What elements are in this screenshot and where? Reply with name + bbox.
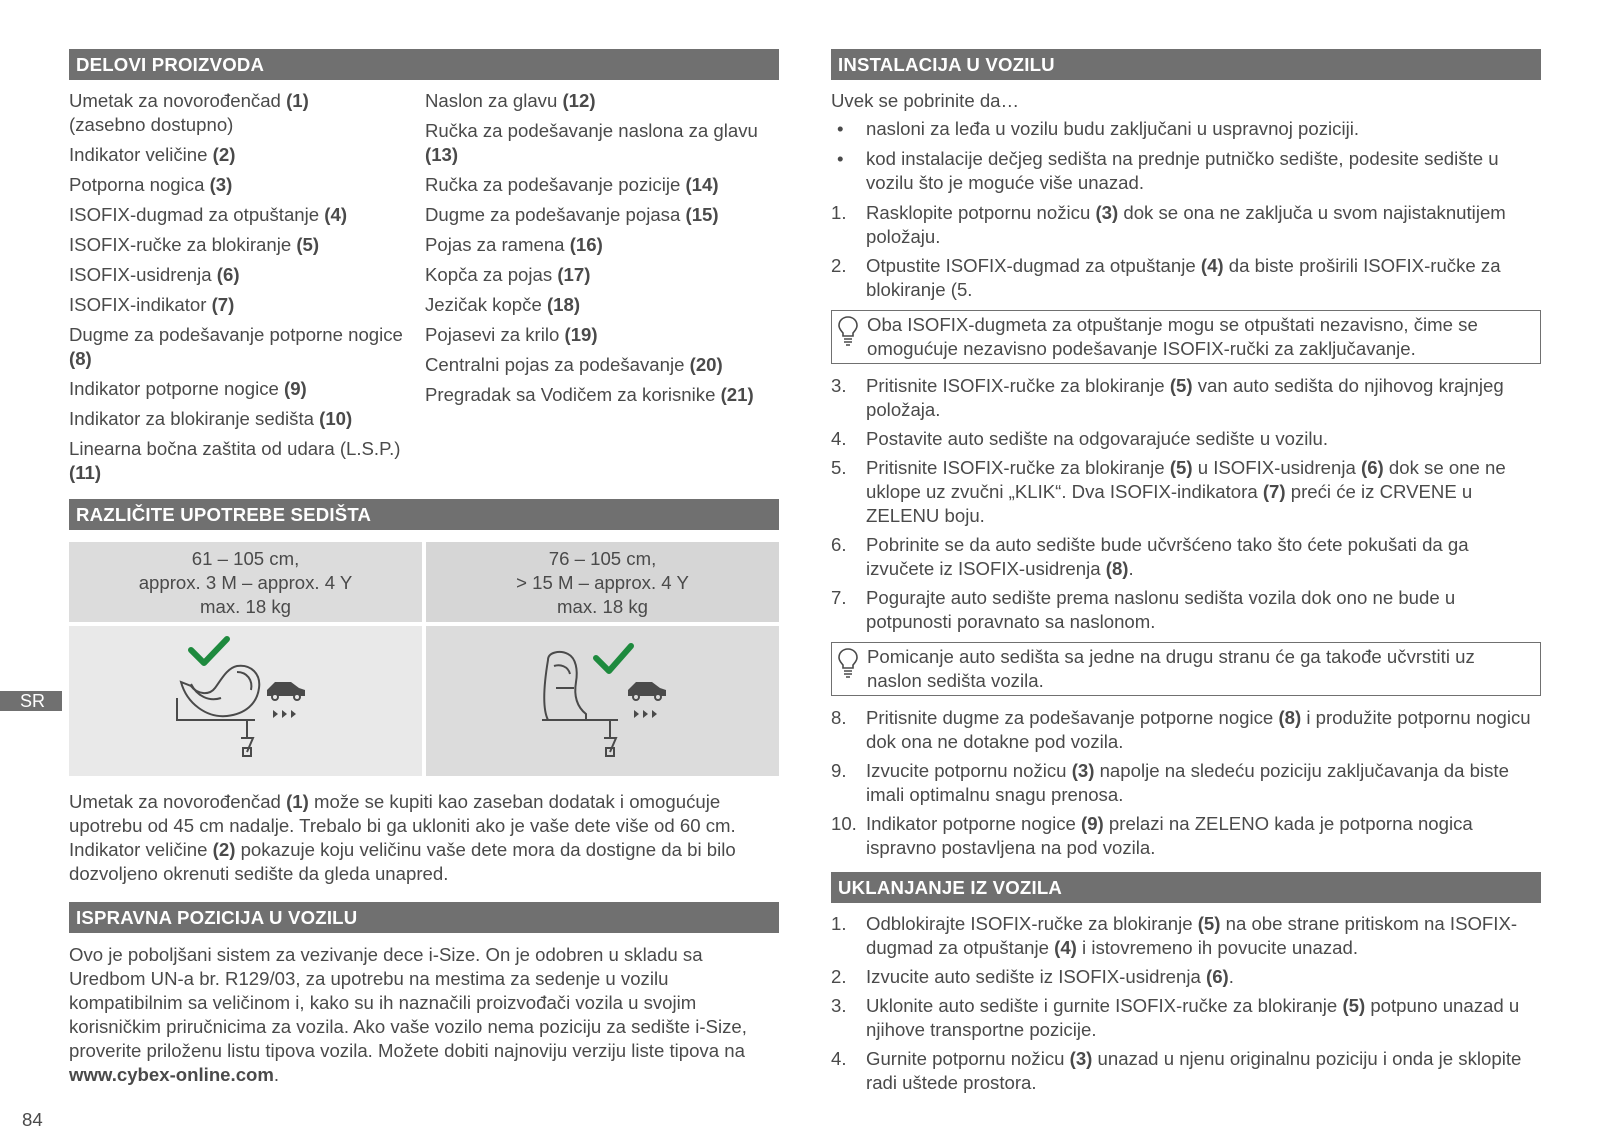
remove-header: UKLANJANJE IZ VOZILA xyxy=(831,872,1541,903)
step-item: 5. Pritisnite ISOFIX-ručke za blokiranje (5) u ISOFIX-usidrenja (6) dok se one ne uklope uz zvučni „KLIK“. Dva ISOFIX-indikatora (7) preći će iz CRVENE u ZELENU boju. xyxy=(831,457,1506,526)
usage-ref-1: (1) xyxy=(286,791,309,812)
part-item: Dugme za podešavanje pojasa (15) xyxy=(425,204,719,225)
position-header: ISPRAVNA POZICIJA U VOZILU xyxy=(69,902,779,933)
remove-steps xyxy=(831,912,1541,1095)
usage-text-3: pokazuje koju veličinu vaše dete mora da dostigne da bi bilo dozvoljeno okrenuti sedište da gleda unapred. xyxy=(69,839,736,884)
usage-forward-weight: max. 18 kg xyxy=(557,596,648,617)
usage-cell-rear xyxy=(69,542,422,622)
part-item: Pregradak sa Vodičem za korisnike (21) xyxy=(425,384,754,405)
part-item: Jezičak kopče (18) xyxy=(425,294,581,315)
note-box-1 xyxy=(831,310,1541,364)
parts-column-2 xyxy=(425,89,779,491)
part-item: Indikator veličine (2) xyxy=(69,144,236,165)
list-item: • nasloni za leđa u vozilu budu zaključani u uspravnoj poziciji. xyxy=(837,118,1360,139)
part-item: Umetak za novorođenčad (1) (zasebno dostupno) xyxy=(69,90,309,135)
usage-rear-height: 61 – 105 cm, xyxy=(191,548,300,569)
part-item: ISOFIX-ručke za blokiranje (5) xyxy=(69,234,320,255)
position-text-end: . xyxy=(273,1064,280,1085)
step-item: 3. Uklonite auto sedište i gurnite ISOFIX-ručke za blokiranje (5) potpuno unazad u njihove transportne pozicije. xyxy=(831,995,1520,1040)
part-item: Potporna nogica (3) xyxy=(69,174,233,195)
parts-header: DELOVI PROIZVODA xyxy=(69,49,779,80)
bulb-icon xyxy=(838,316,858,352)
part-item: Indikator potporne nogice (9) xyxy=(69,378,307,399)
step-item: 4. Postavite auto sedište na odgovarajuće sedište u vozilu. xyxy=(831,428,1329,449)
arrows-icon xyxy=(273,710,296,718)
step-item: 3. Pritisnite ISOFIX-ručke za blokiranje (5) van auto sedišta do njihovog krajnjeg položaja. xyxy=(831,375,1504,420)
install-steps-c xyxy=(831,706,1541,860)
usage-text-2: može se kupiti kao zaseban dodatak i omogućuje upotrebu od 45 cm nadalje. Trebalo bi ga ukloniti ako je vaše dete više od 60 cm. Indikator veličine xyxy=(69,791,736,860)
install-steps-a xyxy=(831,201,1541,302)
part-item: Dugme za podešavanje potporne nogice (8) xyxy=(69,324,403,369)
usage-paragraph xyxy=(69,790,779,886)
step-item: 6. Pobrinite se da auto sedište bude učvršćeno tako što ćete pokušati da ga izvučete iz ISOFIX-usidrenja (8). xyxy=(831,534,1469,579)
position-paragraph xyxy=(69,943,779,1087)
parts-list xyxy=(69,89,779,491)
usage-forward-age: > 15 M – approx. 4 Y xyxy=(516,572,689,593)
usage-text-1: Umetak za novorođenčad xyxy=(69,791,287,812)
usage-table xyxy=(69,542,779,776)
part-item: ISOFIX-indikator (7) xyxy=(69,294,235,315)
bulb-icon xyxy=(838,648,858,684)
install-header: INSTALACIJA U VOZILU xyxy=(831,49,1541,80)
step-item: 2. Otpustite ISOFIX-dugmad za otpuštanje (4) da biste proširili ISOFIX-ručke za blokiranje (5. xyxy=(831,255,1501,300)
note-box-2 xyxy=(831,642,1541,696)
step-item: 10. Indikator potporne nogice (9) prelazi na ZELENO kada je potporna nogica ispravno postavljena na pod vozila. xyxy=(831,813,1473,858)
language-tab: SR xyxy=(0,691,62,711)
usage-header: RAZLIČITE UPOTREBE SEDIŠTA xyxy=(69,499,779,530)
part-item: Centralni pojas za podešavanje (20) xyxy=(425,354,723,375)
usage-rear-weight: max. 18 kg xyxy=(200,596,291,617)
step-item: 8. Pritisnite dugme za podešavanje potporne nogice (8) i produžite potpornu nogicu dok ona ne dotakne pod vozila. xyxy=(831,707,1531,752)
part-item: ISOFIX-dugmad za otpuštanje (4) xyxy=(69,204,348,225)
usage-image-rear xyxy=(69,626,422,776)
step-item: 7. Pogurajte auto sedište prema naslonu sedišta vozila dok ono ne bude u potpunosti poravnato sa naslonom. xyxy=(831,587,1456,632)
page-number: 84 xyxy=(22,1109,43,1130)
step-item: 2. Izvucite auto sedište iz ISOFIX-usidrenja (6). xyxy=(831,966,1234,987)
usage-forward-height: 76 – 105 cm, xyxy=(548,548,657,569)
car-icon xyxy=(267,682,305,700)
precondition-list xyxy=(831,117,1541,195)
part-item: Pojas za ramena (16) xyxy=(425,234,603,255)
part-item: Ručka za podešavanje pozicije (14) xyxy=(425,174,719,195)
install-intro: Uvek se pobrinite da… xyxy=(831,90,1020,111)
usage-cell-forward xyxy=(426,542,779,622)
part-item: Pojasevi za krilo (19) xyxy=(425,324,598,345)
position-text: Ovo je poboljšani sistem za vezivanje dece i-Size. On je odobren u skladu sa Uredbom UN-a br. R129/03, za upotrebu na mestima za sedenje u vozilu kompatibilnim sa veličinom i, kako su ih naznačili proizvođači vozila u svojim korisničkim priručnicima za vozila. Ako vaše vozilo nema poziciju za sedište i-Size, proverite priloženu listu tipova vozila. Možete dobiti najnoviju verziju liste tipova na xyxy=(69,944,747,1061)
step-item: 4. Gurnite potpornu nožicu (3) unazad u njenu originalnu poziciju i onda je sklopite radi uštede prostora. xyxy=(831,1048,1522,1093)
step-item: 9. Izvucite potpornu nožicu (3) napolje na sledeću poziciju zaključavanja da biste imali optimalnu snagu prenosa. xyxy=(831,760,1509,805)
list-item: • kod instalacije dečjeg sedišta na prednje putničko sedište, podesite sedište u vozilu što je moguće više unazad. xyxy=(837,148,1499,193)
left-column xyxy=(69,49,779,1087)
parts-column-1 xyxy=(69,89,425,491)
install-steps-b xyxy=(831,374,1541,634)
part-item: Ručka za podešavanje naslona za glavu (13) xyxy=(425,120,758,165)
part-item: Indikator za blokiranje sedišta (10) xyxy=(69,408,353,429)
usage-image-forward xyxy=(426,626,779,776)
usage-ref-2: (2) xyxy=(212,839,236,860)
note-2-text: Pomicanje auto sedišta sa jedne na drugu stranu će ga takođe učvrstiti uz naslon sedišta vozila. xyxy=(867,646,1475,691)
part-item: Kopča za pojas (17) xyxy=(425,264,591,285)
part-item: ISOFIX-usidrenja (6) xyxy=(69,264,240,285)
right-column xyxy=(831,49,1541,1100)
usage-rear-age: approx. 3 M – approx. 4 Y xyxy=(138,572,353,593)
part-item: Naslon za glavu (12) xyxy=(425,90,596,111)
car-seat-icon xyxy=(177,666,259,756)
check-icon xyxy=(191,639,227,663)
note-1-text: Oba ISOFIX-dugmeta za otpuštanje mogu se otpuštati nezavisno, čime se omogućuje nezavisno podešavanje ISOFIX-ručki za zaključavanje. xyxy=(867,314,1478,359)
car-icon xyxy=(628,682,666,700)
website-link[interactable]: www.cybex-online.com xyxy=(69,1064,274,1085)
check-icon xyxy=(596,646,631,671)
step-item: 1. Rasklopite potpornu nožicu (3) dok se ona ne zaključa u svom najistaknutijem položaju. xyxy=(831,202,1506,247)
arrows-icon xyxy=(634,710,657,718)
step-item: 1. Odblokirajte ISOFIX-ručke za blokiranje (5) na obe strane pritiskom na ISOFIX-dugmad za otpuštanje (4) i istovremeno ih povucite unazad. xyxy=(831,913,1518,958)
part-item: Linearna bočna zaštita od udara (L.S.P.) (11) xyxy=(69,438,401,483)
